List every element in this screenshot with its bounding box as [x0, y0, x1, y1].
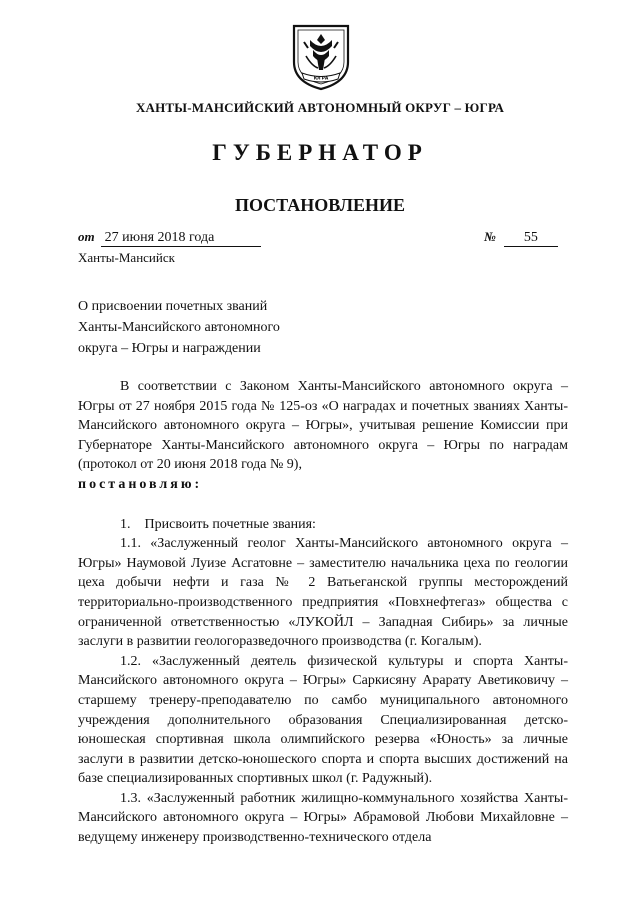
document-subject	[78, 296, 280, 359]
document-body	[78, 377, 568, 848]
authority-title: ГУБЕРНАТОР	[212, 140, 428, 165]
coat-of-arms-icon	[288, 22, 354, 92]
coat-of-arms-emblem	[288, 22, 354, 92]
paragraph-gap	[78, 495, 568, 515]
document-date: 27 июня 2018 года	[101, 230, 261, 247]
subject-line: округа – Югры и награждении	[78, 341, 261, 356]
decide-word: постановляю:	[78, 476, 203, 492]
item-1-3-paragraph: 1.3. «Заслуженный работник жилищно-коммунального хозяйства Ханты-Мансийского автономного округа – Югры» Абрамовой Любови Михайловне – ведущему инженеру производственно-технического отдела	[78, 790, 568, 846]
subject-line: О присвоении почетных званий	[78, 299, 268, 314]
number-line	[484, 229, 558, 247]
emblem-ribbon-text: ЮГРА	[313, 76, 329, 82]
preamble-paragraph: В соответствии с Законом Ханты-Мансийского автономного округа – Югры от 27 ноября 2015 года № 125-оз «О наградах и почетных званиях Ханты-Мансийского автономного округа – Югры», учитывая решение Комиссии при Губернаторе Ханты-Мансийского автономного округа – Югры по наградам (протокол от 20 июня 2018 года № 9),	[78, 379, 568, 473]
document-number: 55	[504, 230, 558, 247]
item-1-1-paragraph: 1.1. «Заслуженный геолог Ханты-Мансийского автономного округа – Югры» Наумовой Луизе Асгатовне – заместителю начальника цеха по геологии цеха добычи нефти и газа № 2 Ватьеганской группы месторождений территориально-производственного предприятия «Повхнефтегаз» общества с ограниченной ответственностью «ЛУКОЙЛ – Западная Сибирь» за личные заслуги в развитии геологоразведочного производства (г. Когалым).	[78, 536, 568, 650]
date-prefix: от	[78, 229, 95, 244]
item-1-paragraph: 1. Присвоить почетные звания:	[120, 516, 316, 532]
item-1-2-paragraph: 1.2. «Заслуженный деятель физической культуры и спорта Ханты-Мансийского автономного округа – Югры» Саркисяну Арарату Аветиковичу – старшему тренеру-преподавателю по самбо муниципального автономного учреждения дополнительного образования Специализированная детско-юношеская спортивная школа олимпийского резерва «Юность» за личные заслуги в развитии детско-юношеского спорта и спорта высших достижений на базе специализированных спортивных школ (г. Радужный).	[78, 653, 568, 787]
city: Ханты-Мансийск	[78, 250, 175, 265]
number-prefix: №	[484, 229, 496, 244]
date-line	[78, 229, 261, 247]
subject-line: Ханты-Мансийского автономного	[78, 320, 280, 335]
region-title: ХАНТЫ-МАНСИЙСКИЙ АВТОНОМНЫЙ ОКРУГ – ЮГРА	[135, 100, 505, 115]
document-type: ПОСТАНОВЛЕНИЕ	[234, 195, 406, 215]
